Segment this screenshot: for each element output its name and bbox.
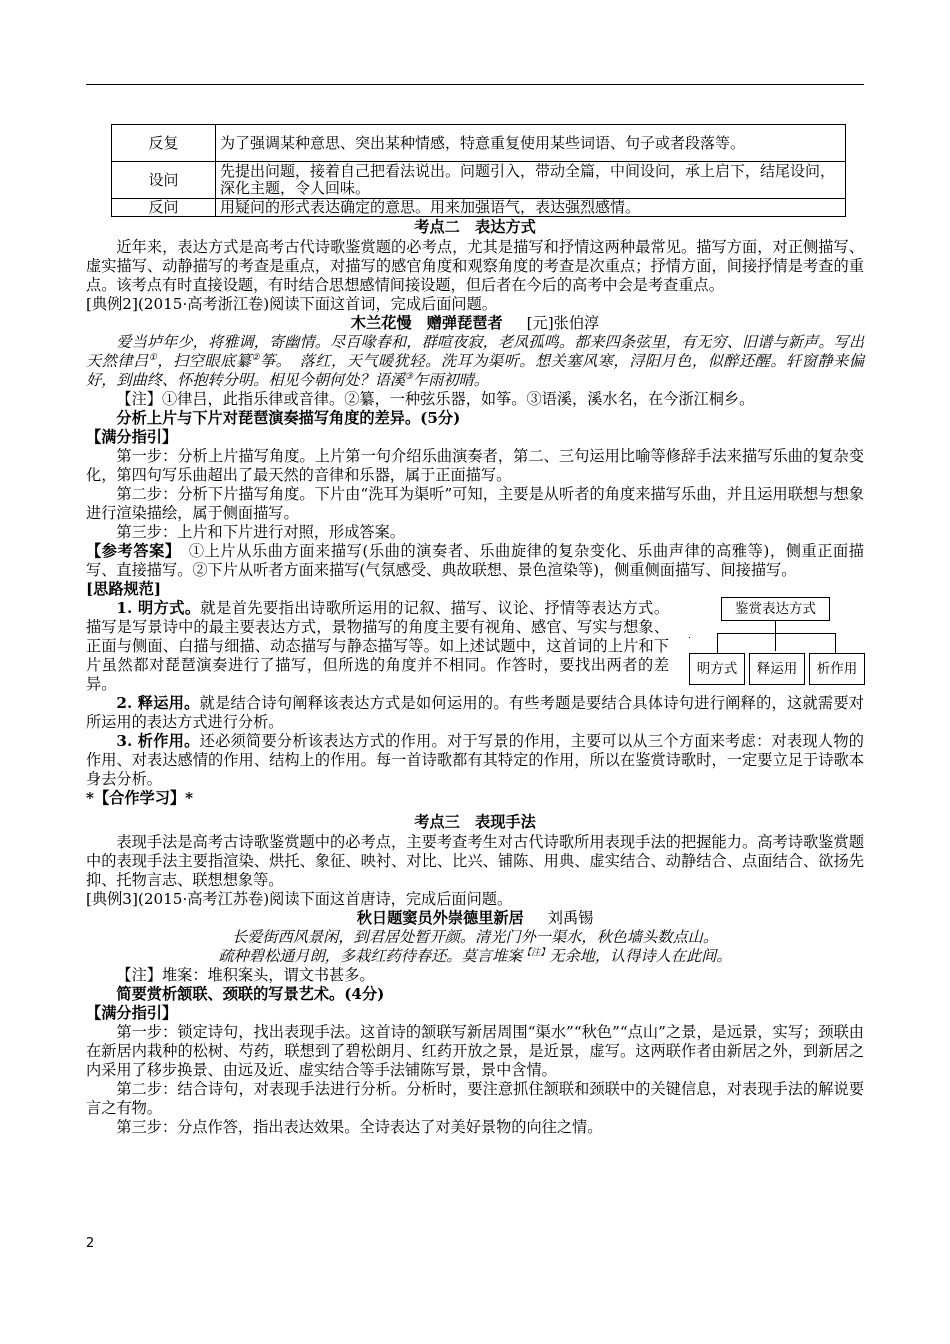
poem-2-note: 【注】①律吕，此指乐律或音律。②纂，一种弦乐器，如筝。③语溪，溪水名，在今浙江桐乡。 bbox=[116, 390, 755, 408]
poem-3-title: 秋日题窦员外崇德里新居 bbox=[356, 909, 524, 927]
section-2-intro: 近年来，表达方式是高考古代诗歌鉴赏题的必考点，尤其是描写和抒情这两种最常见。描写方面，对正侧描写、虚实描写、动静描写的考查是重点，对描写的感官角度和观察角度的考查是次重点；抒情方面，间接抒情是考查的重点。该考点有时直接设题，有时结合思想感情间接设题，但后者在今后的高考中会是考查重点。 bbox=[86, 238, 864, 294]
diagram-connector bbox=[775, 621, 776, 651]
poem-2-part: 爱当垆年少，将雅调，寄幽情。尽百喙春和，群喧夜寂，老凤孤鸣。都来四条弦里，有无穷、旧谱与新声。写出天然律吕 bbox=[86, 333, 864, 370]
question-2: 分析上片与下片对琵琶演奏描写角度的差异。(5分) bbox=[116, 409, 461, 427]
thinking-point-3-label: 3. 析作用。 bbox=[116, 732, 200, 750]
poem-3-line-2 bbox=[86, 947, 864, 966]
example-2-label: [典例2](2015·高考浙江卷) bbox=[86, 295, 270, 313]
example-3-label: [典例3](2015·高考江苏卷) bbox=[86, 890, 270, 908]
section-heading-2: 考点二 表达方式 bbox=[414, 218, 536, 236]
footnote-mark: 【注】 bbox=[522, 947, 550, 958]
diagram-connector bbox=[689, 637, 690, 638]
thinking-label: [思路规范] bbox=[86, 580, 162, 598]
poem-2-part: 筝。 落红，天气暖犹轻。洗耳为渠听。想关塞风寒，浔阳月色，似醉还醒。轩窗静来偏好，到曲终、怀抱转分明。相见今朝何处？语溪 bbox=[86, 352, 865, 389]
table-desc: 先提出问题，接着自己把看法说出。问题引入，带动全篇，中间设问，承上启下，结尾设问，深化主题，令人回味。 bbox=[216, 162, 846, 199]
diagram-item-box: 析作用 bbox=[809, 653, 865, 685]
poem-2-part: ，扫空眼底 bbox=[157, 352, 236, 370]
guide-2-step-3: 第三步：上片和下片进行对照，形成答案。 bbox=[116, 523, 405, 541]
guide-3-label: 【满分指引】 bbox=[86, 1004, 178, 1022]
poem-2-title-line bbox=[86, 314, 864, 333]
diagram-connector bbox=[717, 633, 835, 634]
diagram-item-box: 明方式 bbox=[689, 653, 745, 685]
example-2-text: 阅读下面这首词，完成后面问题。 bbox=[269, 295, 497, 313]
guide-2-step-1: 第一步：分析上片描写角度。上片第一句介绍乐曲演奏者，第二、三句运用比喻等修辞手法来描写乐曲的复杂变化，第四句写乐曲超出了最天然的音律和乐器，属于正面描写。 bbox=[86, 447, 864, 484]
thinking-point-3 bbox=[86, 732, 864, 789]
thinking-point-1-label: 1. 明方式。 bbox=[116, 599, 201, 617]
footnote-mark: ② bbox=[251, 352, 261, 363]
footnote-mark: ① bbox=[148, 352, 158, 363]
table-row bbox=[112, 199, 846, 217]
poem-3-author: 刘禹锡 bbox=[547, 909, 594, 927]
section-heading-3: 考点三 表现手法 bbox=[414, 813, 536, 831]
thinking-point-3-text: 还必须简要分析该表达方式的作用。对于写景的作用，主要可以从三个方面来考虑：对表现人物的作用、对表达感情的作用、结构上的作用。每一首诗歌都有其特定的作用，所以在鉴赏诗歌时，一定要立足于诗歌本身去分析。 bbox=[86, 732, 864, 788]
express-method-diagram bbox=[689, 597, 864, 697]
answer-2-label: 【参考答案】 bbox=[86, 542, 174, 560]
poem-2-body bbox=[86, 333, 864, 390]
thinking-point-2-label: 2. 释运用。 bbox=[116, 694, 200, 712]
diagram-item-box: 释运用 bbox=[749, 653, 805, 685]
page-number: 2 bbox=[86, 1236, 95, 1251]
poem-3-line-1: 长爱街西风景闲，到君居处暂开颜。清光门外一渠水，秋色墙头数点山。 bbox=[232, 928, 718, 946]
answer-2 bbox=[86, 542, 864, 580]
guide-3-step-3: 第三步：分点作答，指出表达效果。全诗表达了对美好景物的向往之情。 bbox=[116, 1118, 603, 1136]
answer-2-text: ①上片从乐曲方面来描写(乐曲的演奏者、乐曲旋律的复杂变化、乐曲声律的高雅等)，侧重正面描写、直接描写。②下片从听者方面来描写(气氛感受、典故联想、景色渲染等)，侧重侧面描写、间接描写。 bbox=[86, 542, 864, 579]
poem-3-note: 【注】堆案：堆积案头，谓文书甚多。 bbox=[116, 966, 375, 984]
thinking-point-2-text: 就是结合诗句阐释该表达方式是如何运用的。有些考题是要结合具体诗句进行阐释的，这就需要对所运用的表达方式进行分析。 bbox=[86, 694, 864, 731]
footnote-mark: ③ bbox=[404, 371, 414, 382]
poem-3-title-line bbox=[86, 909, 864, 928]
table-row bbox=[112, 162, 846, 199]
diagram-connector bbox=[717, 633, 718, 653]
poem-2-author: [元]张伯淳 bbox=[526, 314, 600, 332]
diagram-top-box: 鉴赏表达方式 bbox=[721, 597, 830, 621]
document-page bbox=[86, 124, 864, 1137]
poem-2-rare-char: 纂 bbox=[235, 352, 252, 370]
guide-2-step-2: 第二步：分析下片描写角度。下片由“洗耳为渠听”可知，主要是从听者的角度来描写乐曲，并且运用联想与想象进行渲染描绘，属于侧面描写。 bbox=[86, 485, 864, 522]
poem-2-title: 木兰花慢 赠弹琵琶者 bbox=[350, 314, 503, 332]
thinking-point-1-text: 就是首先要指出诗歌所运用的记叙、描写、议论、抒情等表达方式。描写是写景诗中的最主要表达方式，景物描写的角度主要有视角、感官、写实与想象、正面与侧面、白描与细描、动态描写与静态描写等。如上述试题中，这首词的上片和下片虽然都对琵琶演奏进行了描写，但所选的角度并不相同。作答时，要找出两者的差异。 bbox=[86, 599, 670, 693]
table-term: 设问 bbox=[112, 162, 216, 199]
poem-3-part: 疏种碧松通月朗，多栽红药待春还。莫言堆案 bbox=[218, 947, 523, 965]
table-term: 反问 bbox=[112, 199, 216, 217]
table-desc: 用疑问的形式表达确定的意思。用来加强语气，表达强烈感情。 bbox=[216, 199, 846, 217]
question-3: 简要赏析颔联、颈联的写景艺术。(4分) bbox=[116, 985, 385, 1003]
poem-3-part: 无余地，认得诗人在此间。 bbox=[549, 947, 732, 965]
poem-2-part: 乍雨初晴。 bbox=[413, 371, 489, 389]
table-term: 反复 bbox=[112, 125, 216, 162]
thinking-point-2 bbox=[86, 694, 864, 732]
header-rule bbox=[86, 84, 864, 85]
example-2-line bbox=[86, 295, 864, 314]
table-row bbox=[112, 125, 846, 162]
example-3-line bbox=[86, 890, 864, 909]
guide-2-label: 【满分指引】 bbox=[86, 428, 178, 446]
section-3-intro: 表现手法是高考古诗歌鉴赏题中的必考点，主要考查考生对古代诗歌所用表现手法的把握能力。高考诗歌鉴赏题中的表现手法主要指渲染、烘托、象征、映衬、对比、比兴、铺陈、用典、虚实结合、动静结合、点面结合、欲扬先抑、托物言志、联想想象等。 bbox=[86, 833, 864, 889]
diagram-connector bbox=[835, 633, 836, 653]
guide-3-step-1: 第一步：锁定诗句，找出表现手法。这首诗的颔联写新居周围“渠水”“秋色”“点山”之景，是远景，实写；颈联由在新居内栽种的松树、芍药，联想到了碧松朗月、红药开放之景，是近景，虚写。这两联作者由新居之外，到新居之内采用了移步换景、由远及近、虚实结合等手法铺陈写景，景中含情。 bbox=[86, 1023, 864, 1079]
rhetoric-table bbox=[111, 124, 846, 217]
guide-3-step-2: 第二步：结合诗句，对表现手法进行分析。分析时，要注意抓住颔联和颈联中的关键信息，对表现手法的解说要言之有物。 bbox=[86, 1080, 864, 1117]
thinking-block bbox=[86, 599, 864, 694]
cooperative-learning-label: *【合作学习】* bbox=[86, 789, 194, 807]
table-desc: 为了强调某种意思、突出某种情感，特意重复使用某些词语、句子或者段落等。 bbox=[216, 125, 846, 162]
example-3-text: 阅读下面这首唐诗，完成后面问题。 bbox=[269, 890, 513, 908]
